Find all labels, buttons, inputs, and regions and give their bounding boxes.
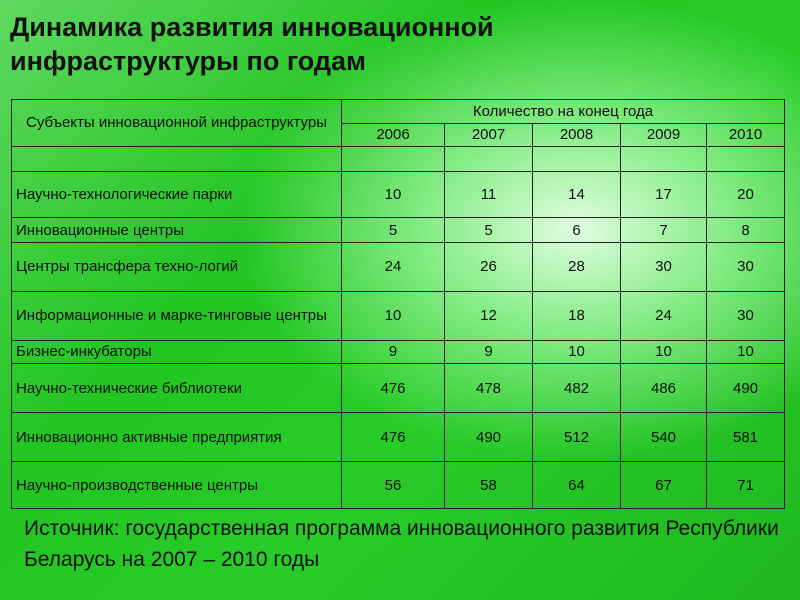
table-row: [12, 242, 785, 291]
empty-cell: [707, 146, 785, 171]
value-cell: 71: [707, 462, 785, 509]
value-cell: 28: [533, 242, 621, 291]
header-subjects: Субъекты инновационной инфраструктуры: [12, 100, 342, 147]
value-cell: 490: [707, 364, 785, 413]
empty-cell: [621, 146, 707, 171]
value-cell: 482: [533, 364, 621, 413]
value-cell: 17: [621, 172, 707, 218]
value-cell: 10: [342, 291, 445, 340]
value-cell: 490: [445, 413, 533, 462]
value-cell: 476: [342, 413, 445, 462]
table-row: [12, 340, 785, 363]
value-cell: 67: [621, 462, 707, 509]
value-cell: 56: [342, 462, 445, 509]
value-cell: 10: [707, 340, 785, 363]
value-cell: 10: [533, 340, 621, 363]
table-row: [12, 291, 785, 340]
value-cell: 486: [621, 364, 707, 413]
value-cell: 512: [533, 413, 621, 462]
empty-row: [12, 146, 785, 171]
value-cell: 30: [621, 242, 707, 291]
value-cell: 24: [342, 242, 445, 291]
year-header: 2007: [445, 124, 533, 146]
value-cell: 540: [621, 413, 707, 462]
year-header: 2009: [621, 124, 707, 146]
table-row: [12, 413, 785, 462]
value-cell: 26: [445, 242, 533, 291]
value-cell: 14: [533, 172, 621, 218]
table-row: [12, 364, 785, 413]
value-cell: 5: [342, 218, 445, 242]
empty-cell: [12, 146, 342, 171]
empty-cell: [533, 146, 621, 171]
table-row: [12, 462, 785, 509]
empty-cell: [342, 146, 445, 171]
year-header: 2006: [342, 124, 445, 146]
value-cell: 30: [707, 242, 785, 291]
row-label: Научно-производственные центры: [12, 462, 342, 509]
header-row-top: [12, 100, 785, 124]
value-cell: 478: [445, 364, 533, 413]
row-label: Бизнес-инкубаторы: [12, 340, 342, 363]
empty-cell: [445, 146, 533, 171]
value-cell: 58: [445, 462, 533, 509]
value-cell: 7: [621, 218, 707, 242]
value-cell: 9: [445, 340, 533, 363]
value-cell: 11: [445, 172, 533, 218]
row-label: Научно-технические библиотеки: [12, 364, 342, 413]
value-cell: 9: [342, 340, 445, 363]
value-cell: 64: [533, 462, 621, 509]
infrastructure-table: [11, 99, 785, 509]
value-cell: 12: [445, 291, 533, 340]
value-cell: 476: [342, 364, 445, 413]
row-label: Информационные и марке-тинговые центры: [12, 291, 342, 340]
value-cell: 8: [707, 218, 785, 242]
source-note: Источник: государственная программа инновационного развития Республики Беларусь на 2007 – 2010 годы: [24, 517, 779, 571]
value-cell: 30: [707, 291, 785, 340]
value-cell: 10: [342, 172, 445, 218]
year-header: 2008: [533, 124, 621, 146]
year-header: 2010: [707, 124, 785, 146]
header-count: Количество на конец года: [342, 100, 785, 124]
value-cell: 6: [533, 218, 621, 242]
row-label: Научно-технологические парки: [12, 172, 342, 218]
row-label: Инновационные центры: [12, 218, 342, 242]
value-cell: 5: [445, 218, 533, 242]
value-cell: 10: [621, 340, 707, 363]
row-label: Центры трансфера техно-логий: [12, 242, 342, 291]
value-cell: 20: [707, 172, 785, 218]
table-row: [12, 218, 785, 242]
row-label: Инновационно активные предприятия: [12, 413, 342, 462]
value-cell: 581: [707, 413, 785, 462]
table-row: [12, 172, 785, 218]
value-cell: 18: [533, 291, 621, 340]
value-cell: 24: [621, 291, 707, 340]
page-title: Динамика развития инновационной инфраструктуры по годам: [10, 12, 494, 76]
